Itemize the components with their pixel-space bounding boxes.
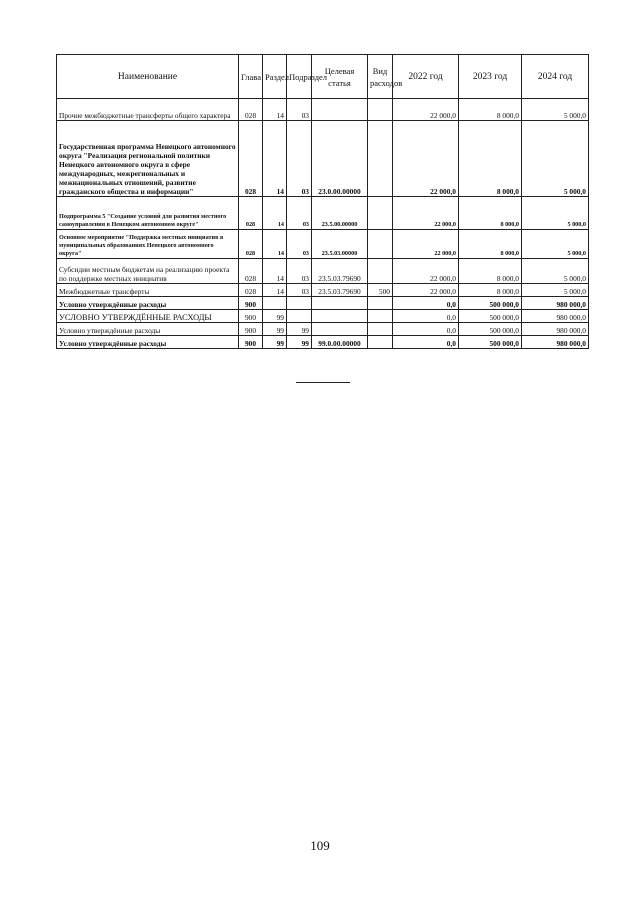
- row-2024: 5 000,0: [522, 230, 589, 259]
- row-vid: [368, 336, 393, 349]
- row-name: Условно утверждённые расходы: [57, 297, 239, 310]
- row-target: [312, 310, 368, 323]
- row-target: 99.0.00.00000: [312, 336, 368, 349]
- row-glava: 028: [239, 197, 263, 230]
- row-podrazdel: 99: [287, 323, 312, 336]
- table-row: [57, 297, 589, 310]
- table-row: [57, 336, 589, 349]
- row-razdel: 14: [263, 197, 287, 230]
- row-glava: 900: [239, 297, 263, 310]
- row-2023: 8 000,0: [459, 99, 522, 121]
- row-glava: 900: [239, 336, 263, 349]
- row-2022: 0,0: [393, 323, 459, 336]
- row-2024: 980 000,0: [522, 323, 589, 336]
- row-2022: 22 000,0: [393, 284, 459, 297]
- row-target: [312, 323, 368, 336]
- row-vid: [368, 230, 393, 259]
- row-podrazdel: 99: [287, 336, 312, 349]
- row-target: 23.5.03.79690: [312, 259, 368, 284]
- row-podrazdel: 03: [287, 230, 312, 259]
- row-2022: 22 000,0: [393, 99, 459, 121]
- row-target: [312, 99, 368, 121]
- row-2024: 5 000,0: [522, 99, 589, 121]
- row-2022: 0,0: [393, 310, 459, 323]
- row-name: Межбюджетные трансферты: [57, 284, 239, 297]
- row-vid: [368, 297, 393, 310]
- header-2022: 2022 год: [393, 55, 459, 99]
- row-name: Условно утверждённые расходы: [57, 336, 239, 349]
- row-2023: 500 000,0: [459, 297, 522, 310]
- row-vid: [368, 310, 393, 323]
- table-row: [57, 259, 589, 284]
- header-2023: 2023 год: [459, 55, 522, 99]
- row-razdel: 99: [263, 336, 287, 349]
- row-2024: 980 000,0: [522, 336, 589, 349]
- row-razdel: 14: [263, 99, 287, 121]
- row-glava: 900: [239, 310, 263, 323]
- table-header-row: [57, 55, 589, 99]
- table-row: [57, 284, 589, 297]
- row-2022: 22 000,0: [393, 230, 459, 259]
- row-name: Основное мероприятие "Поддержка местных инициатив в муниципальных образованиях Ненецкого автономного округа": [57, 230, 239, 259]
- row-2024: 5 000,0: [522, 121, 589, 197]
- budget-table: [56, 54, 589, 349]
- table-row: [57, 310, 589, 323]
- row-glava: 028: [239, 121, 263, 197]
- row-name: УСЛОВНО УТВЕРЖДЁННЫЕ РАСХОДЫ: [57, 310, 239, 323]
- header-target: Целевая статья: [312, 55, 368, 99]
- row-target: 23.5.03.00000: [312, 230, 368, 259]
- row-target: 23.5.00.00000: [312, 197, 368, 230]
- table-row: [57, 99, 589, 121]
- row-glava: 900: [239, 323, 263, 336]
- row-podrazdel: 03: [287, 121, 312, 197]
- header-vid: Вид расходов: [368, 55, 393, 99]
- row-2023: 8 000,0: [459, 197, 522, 230]
- row-glava: 028: [239, 259, 263, 284]
- row-razdel: 99: [263, 310, 287, 323]
- table-row: [57, 323, 589, 336]
- row-name: Подпрограмма 5 "Создание условий для развития местного самоуправления в Ненецком автономном округе": [57, 197, 239, 230]
- row-name: Условно утверждённые расходы: [57, 323, 239, 336]
- row-2024: 5 000,0: [522, 259, 589, 284]
- row-2022: 22 000,0: [393, 259, 459, 284]
- row-podrazdel: 03: [287, 284, 312, 297]
- row-glava: 028: [239, 99, 263, 121]
- row-2022: 22 000,0: [393, 121, 459, 197]
- header-podrazdel: Подраздел: [287, 55, 312, 99]
- row-vid: [368, 121, 393, 197]
- row-podrazdel: [287, 310, 312, 323]
- row-podrazdel: [287, 297, 312, 310]
- row-razdel: 14: [263, 284, 287, 297]
- row-2024: 5 000,0: [522, 197, 589, 230]
- row-vid: [368, 323, 393, 336]
- header-name: Наименование: [57, 55, 239, 99]
- table-row: [57, 121, 589, 197]
- row-2024: 980 000,0: [522, 297, 589, 310]
- row-razdel: 14: [263, 230, 287, 259]
- row-glava: 028: [239, 284, 263, 297]
- row-name: Прочие межбюджетные трансферты общего характера: [57, 99, 239, 121]
- row-2022: 22 000,0: [393, 197, 459, 230]
- row-name: Государственная программа Ненецкого автономного округа "Реализация региональной политики Ненецкого автономного округа в сфере международных, межрегиональных и межнациональных отношений, развитие гражданского общества и информации": [57, 121, 239, 197]
- header-2024: 2024 год: [522, 55, 589, 99]
- row-podrazdel: 03: [287, 259, 312, 284]
- row-razdel: [263, 297, 287, 310]
- header-razdel: Раздел: [263, 55, 287, 99]
- row-2023: 8 000,0: [459, 121, 522, 197]
- row-razdel: 14: [263, 121, 287, 197]
- row-podrazdel: 03: [287, 197, 312, 230]
- row-2023: 500 000,0: [459, 336, 522, 349]
- section-divider: [296, 382, 350, 383]
- page-number: 109: [310, 838, 330, 853]
- row-2022: 0,0: [393, 297, 459, 310]
- row-2023: 8 000,0: [459, 230, 522, 259]
- row-name: Субсидии местным бюджетам на реализацию проекта по поддержке местных инициатив: [57, 259, 239, 284]
- row-razdel: 14: [263, 259, 287, 284]
- table-row: [57, 230, 589, 259]
- row-2023: 8 000,0: [459, 284, 522, 297]
- row-2023: 8 000,0: [459, 259, 522, 284]
- row-2022: 0,0: [393, 336, 459, 349]
- row-2024: 980 000,0: [522, 310, 589, 323]
- row-glava: 028: [239, 230, 263, 259]
- row-podrazdel: 03: [287, 99, 312, 121]
- header-glava: Глава: [239, 55, 263, 99]
- row-vid: [368, 259, 393, 284]
- row-vid: 500: [368, 284, 393, 297]
- row-target: 23.0.00.00000: [312, 121, 368, 197]
- row-2023: 500 000,0: [459, 323, 522, 336]
- row-2024: 5 000,0: [522, 284, 589, 297]
- table-row: [57, 197, 589, 230]
- row-vid: [368, 99, 393, 121]
- row-target: 23.5.03.79690: [312, 284, 368, 297]
- row-razdel: 99: [263, 323, 287, 336]
- row-2023: 500 000,0: [459, 310, 522, 323]
- row-target: [312, 297, 368, 310]
- row-vid: [368, 197, 393, 230]
